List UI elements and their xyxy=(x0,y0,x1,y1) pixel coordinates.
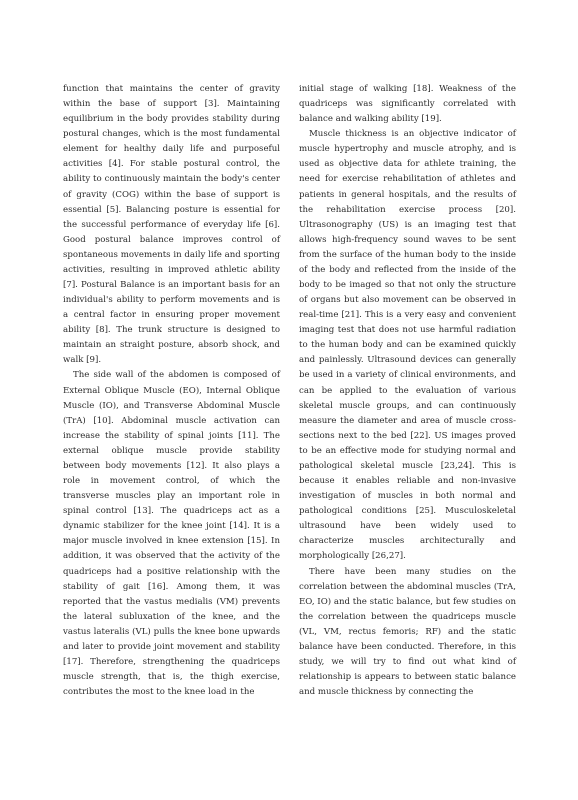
paragraph-abdominal-wall: The side wall of the abdomen is composed of External Oblique Muscle (EO), Internal Oblique Muscle (IO), and Transverse Abdominal Muscle (TrA) [10]. Abdominal muscle activation can increase the stability of spinal joints [11]. The external oblique muscle provide stability between body movements [12]. It also plays a role in movement control, of which the transverse muscles play an important role in spinal control [13]. The quadriceps act as a dynamic stabilizer for the knee joint [14]. It is a major muscle involved in knee extension [15]. In addition, it was observed that the activity of the quadriceps had a positive relationship with the stability of gait [16]. Among them, it was reported that the vastus medialis (VM) prevents the lateral subluxation of the knee, and the vastus lateralis (VL) pulls the knee bone upwards and later to provide joint movement and stability [17]. Therefore, strengthening the quadriceps muscle strength, that is, the thigh exercise, contributes the most to the knee load in the xyxy=(63,370,280,698)
left-text-column xyxy=(63,82,280,700)
right-text-column xyxy=(299,82,516,700)
paragraph-study-aim: There have been many studies on the correlation between the abdominal muscles (TrA, EO, IO) and the static balance, but few studies on the correlation between the quadriceps muscle (VL, VM, rectus femoris; RF) and the static balance have been conducted. Therefore, in this study, we will try to find out what kind of relationship is appears to between static balance and muscle thickness by connecting the xyxy=(299,566,516,698)
paragraph-walking-stage: initial stage of walking [18]. Weakness of the quadriceps was significantly correlated with balance and walking ability [19]. xyxy=(299,84,516,125)
paragraph-muscle-thickness: Muscle thickness is an objective indicator of muscle hypertrophy and muscle atrophy, and is used as objective data for athlete training, the need for exercise rehabilitation of athletes and patients in general hospitals, and the results of the rehabilitation exercise process [20]. Ultrasonography (US) is an imaging test that allows high-frequency sound waves to be sent from the surface of the human body to the inside of the body and reflected from the inside of the body to be imaged so that not only the structure of organs but also movement can be observed in real-time [21]. This is a very easy and convenient imaging test that does not use harmful radiation to the human body and can be examined quickly and painlessly. Ultrasound devices can generally be used in a variety of clinical environments, and can be applied to the evaluation of various skeletal muscle groups, and can continuously measure the diameter and area of muscle cross-sections next to the bed [22]. US images proved to be an effective mode for studying normal and pathological skeletal muscle [23,24]. This is because it enables reliable and non-invasive investigation of muscles in both normal and pathological conditions [25]. Musculoskeletal ultrasound have been widely used to characterize muscles architecturally and morphologically [26,27]. xyxy=(299,129,516,562)
paragraph-postural-balance: function that maintains the center of gravity within the base of support [3]. Maintaining equilibrium in the body provides stability during postural changes, which is the most fundamental element for healthy daily life and purposeful activities [4]. For stable postural control, the ability to continuously maintain the body's center of gravity (COG) within the base of support is essential [5]. Balancing posture is essential for the successful performance of everyday life [6]. Good postural balance improves control of spontaneous movements in daily life and sporting activities, resulting in improved athletic ability [7]. Postural Balance is an important basis for an individual's ability to perform movements and is a central factor in ensuring proper movement ability [8]. The trunk structure is designed to maintain an straight posture, absorb shock, and walk [9]. xyxy=(63,84,280,366)
